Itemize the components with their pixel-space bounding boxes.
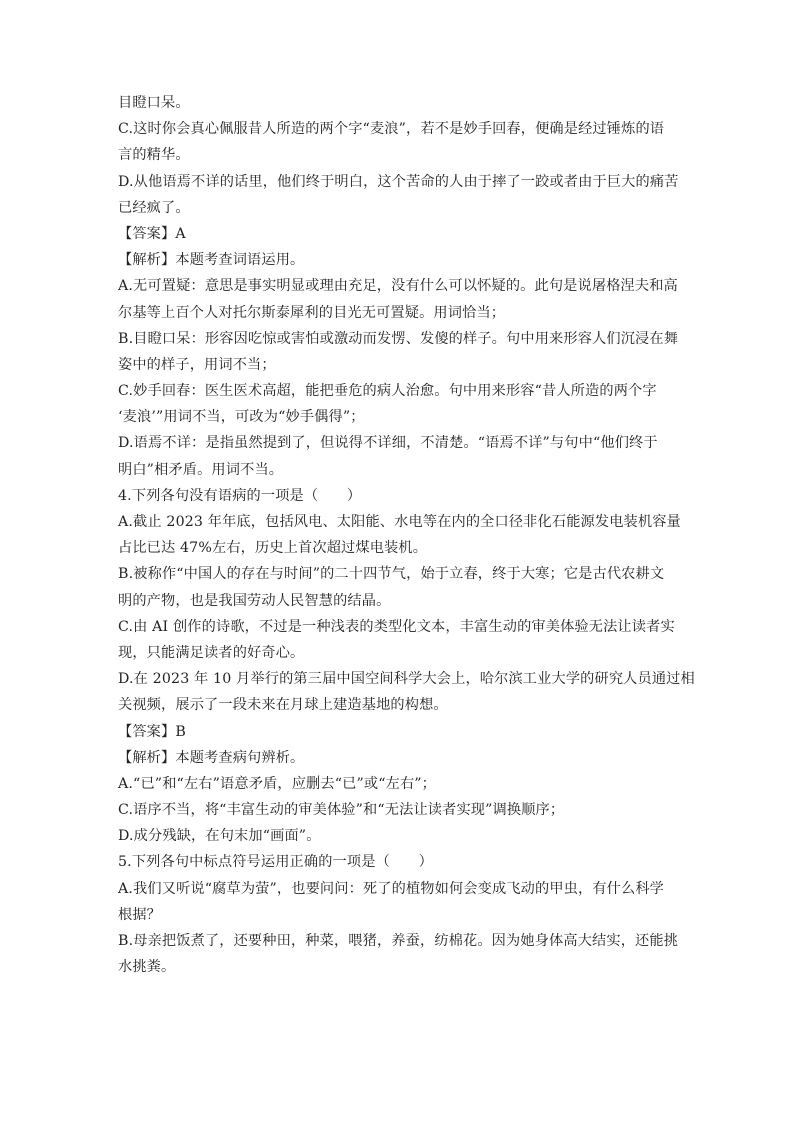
text-line: 言的精华。 [118,147,190,164]
text-line: B.目瞪口呆：形容因吃惊或害怕或激动而发愣、发傻的样子。句中用来形容人们沉浸在舞 [118,330,679,347]
text-line: 根据？ [118,906,162,923]
question-title: 5.下列各句中标点符号运用正确的一项是（ ） [118,854,433,871]
text-line: 目瞪口呆。 [118,95,190,111]
text-line: 明白”相矛盾。用词不当。 [118,461,284,478]
answer-label: 【答案】B [118,723,186,740]
text-line: 尔基等上百个人对托尔斯泰犀利的目光无可置疑。用词恰当； [118,304,506,321]
text-line: A.我们又听说“腐草为萤”，也要问问：死了的植物如何会变成飞动的甲虫，有什么科学 [118,880,665,897]
text-line: 水挑粪。 [118,959,176,976]
text-line: D.成分残缺，在句末加“画面”。 [118,828,321,845]
answer-label: 【答案】A [118,225,186,242]
text-line: D.从他语焉不详的话里，他们终于明白，这个苦命的人由于摔了一跤或者由于巨大的痛苦 [118,173,679,190]
text-line: A.截止 2023 年年底，包括风电、太阳能、水电等在内的全口径非化石能源发电装机容量 [118,514,681,530]
text-line: A.无可置疑：意思是事实明显或理由充足，没有什么可以怀疑的。此句是说屠格涅夫和高 [118,278,678,295]
document-page [118,90,695,980]
text-line: C.由 AI 创作的诗歌，不过是一种浅表的类型化文本，丰富生动的审美体验无法让读者实 [118,618,675,635]
text-line: 关视频，展示了一段未来在月球上建造基地的构想。 [118,697,448,714]
text-line: B.被称作“中国人的存在与时间”的二十四节气，始于立春，终于大寒；它是古代农耕文 [118,566,665,583]
text-line: D.语焉不详：是指虽然提到了，但说得不详细，不清楚。“语焉不详”与句中“他们终于 [118,435,658,452]
text-line: C.这时你会真心佩服昔人所造的两个字“麦浪”，若不是妙手回春，便确是经过锤炼的语 [118,121,665,138]
analysis-label: 【解析】本题考查病句辨析。 [118,749,305,766]
text-line: 现，只能满足读者的好奇心。 [118,644,305,661]
text-line: A.“已”和“左右”语意矛盾，应删去“已”或“左右”； [118,775,437,792]
text-line: C.妙手回春：医生医术高超，能把垂危的病人治愈。句中用来形容“昔人所造的两个字 [118,383,657,400]
text-line: B.母亲把饭煮了，还要种田，种菜，喂猪，养蚕，纺棉花。因为她身体高大结实，还能挑 [118,933,679,949]
question-title: 4.下列各句没有语病的一项是（ ） [118,487,362,504]
text-line: 占比已达 47%左右，历史上首次超过煤电装机。 [118,540,428,557]
text-line: 已经疯了。 [118,199,190,216]
text-line: 明的产物，也是我国劳动人民智慧的结晶。 [118,592,391,609]
text-line: ‘麦浪’”用词不当，可改为“妙手偶得”； [118,409,365,426]
text-line: 姿中的样子，用词不当； [118,356,276,373]
analysis-label: 【解析】本题考查词语运用。 [118,252,305,269]
text-line: D.在 2023 年 10 月举行的第三届中国空间科学大会上，哈尔滨工业大学的研究人员通过相 [118,671,695,688]
text-line: C.语序不当，将“丰富生动的审美体验”和“无法让读者实现”调换顺序； [118,802,565,819]
